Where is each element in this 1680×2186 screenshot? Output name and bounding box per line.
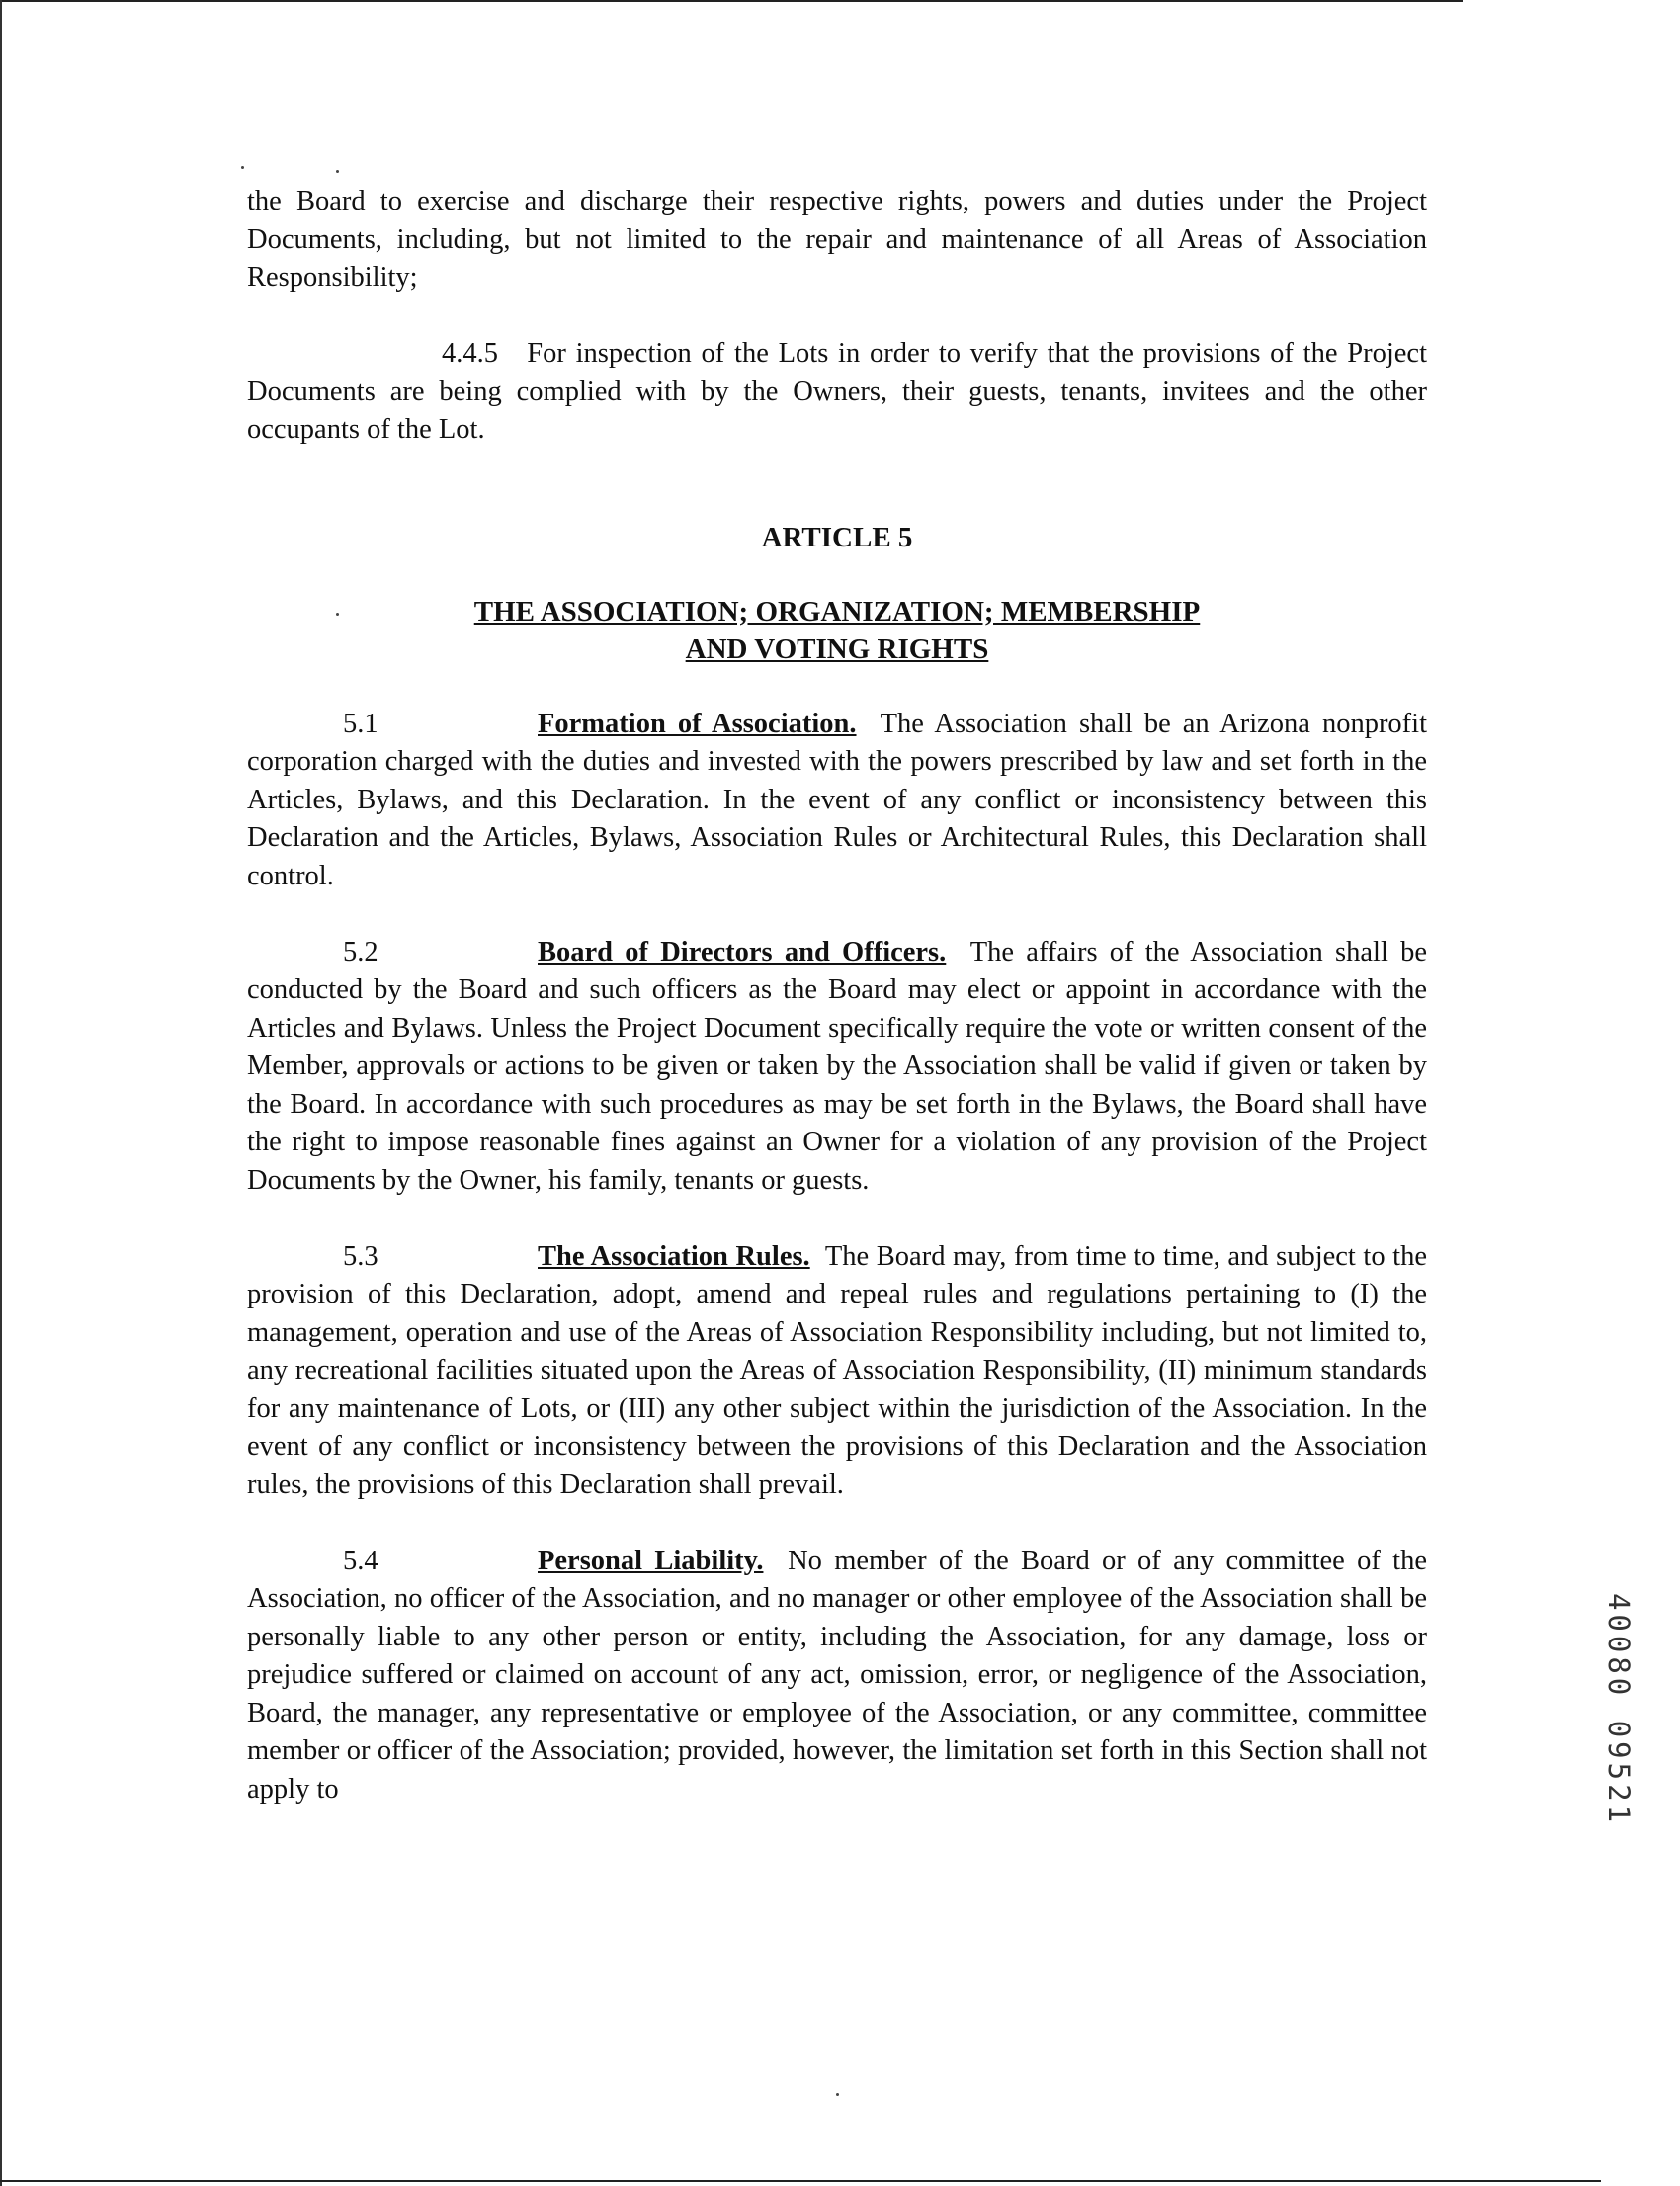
scan-speck	[241, 166, 244, 169]
bates-stamp	[1599, 1591, 1638, 1828]
section-text: No member of the Board or of any committee of the Association, no officer of the Association, and no manager or other employee of the Association shall be personally liable to any other person or entity, including the Association, for any damage, loss or prejudice suffered or claimed on account of any act, omission, error, or negligence of the Association, Board, the manager, any representative or employee of the Association, or any committee, committee member or officer of the Association; provided, however, the limitation set forth in this Section shall not apply to	[247, 1545, 1427, 1805]
section-title: Personal Liability.	[538, 1545, 764, 1576]
section-title: Formation of Association.	[538, 708, 857, 739]
section-5-2	[247, 934, 1427, 1201]
section-text: The affairs of the Association shall be conducted by the Board and such officers as the Board may elect or appoint in accordance with the Articles and Bylaws. Unless the Project Document specifically require the vote or written consent of the Member, approvals or actions to be given or taken by the Association shall be valid if given or taken by the Board. In accordance with such procedures as may be set forth in the Bylaws, the Board shall have the right to impose reasonable fines against an Owner for a violation of any provision of the Project Documents by the Owner, his family, tenants or guests.	[247, 936, 1427, 1196]
section-title: Board of Directors and Officers.	[538, 936, 947, 967]
article-heading: ARTICLE 5	[761, 521, 913, 553]
section-number: 4.4.5	[442, 338, 498, 369]
article-title-line-1: THE ASSOCIATION; ORGANIZATION; MEMBERSHIP	[473, 595, 1201, 628]
article-title	[247, 593, 1427, 668]
section-5-4	[247, 1543, 1427, 1809]
continuation-paragraph: the Board to exercise and discharge their respective rights, powers and duties under the Project Documents, including, but not limited to the repair and maintenance of all Areas of Association Responsibility;	[247, 186, 1427, 293]
section-number: 5.4	[343, 1545, 378, 1576]
section-number: 5.3	[343, 1240, 378, 1272]
scan-edge-top	[0, 0, 1463, 2]
article-title-line-2: AND VOTING RIGHTS	[685, 632, 989, 665]
section-text: The Association shall be an Arizona nonprofit corporation charged with the duties and invested with the powers prescribed by law and set forth in the Articles, Bylaws, and this Declaration. In the event of any conflict or inconsistency between this Declaration and the Articles, Bylaws, Association Rules or Architectural Rules, this Declaration shall control.	[247, 708, 1428, 891]
scan-edge-left	[0, 0, 2, 2186]
scan-edge-bottom	[0, 2180, 1601, 2182]
bates-stamp-text: 40080 09521	[1602, 1592, 1636, 1827]
section-5-1	[247, 706, 1427, 896]
section-text: For inspection of the Lots in order to verify that the provisions of the Project Documents are being complied with by the Owners, their guests, tenants, invitees and the other occupants of the Lot.	[247, 338, 1427, 445]
section-number: 5.1	[343, 708, 378, 739]
section-5-3	[247, 1238, 1427, 1505]
document-body	[247, 183, 1427, 1847]
scan-speck	[336, 170, 339, 173]
section-4-4-5	[247, 335, 1427, 450]
section-number: 5.2	[343, 936, 378, 967]
section-text: The Board may, from time to time, and subject to the provision of this Declaration, adopt, amend and repeal rules and regulations pertaining to (I) the management, operation and use of the Areas of Association Responsibility including, but not limited to, any recreational facilities situated upon the Areas of Association Responsibility, (II) minimum standards for any maintenance of Lots, or (III) any other subject within the jurisdiction of the Association. In the event of any conflict or inconsistency between the provisions of this Declaration and the Association rules, the provisions of this Declaration shall prevail.	[247, 1240, 1428, 1500]
section-title: The Association Rules.	[538, 1240, 810, 1272]
scan-speck	[836, 2093, 839, 2096]
